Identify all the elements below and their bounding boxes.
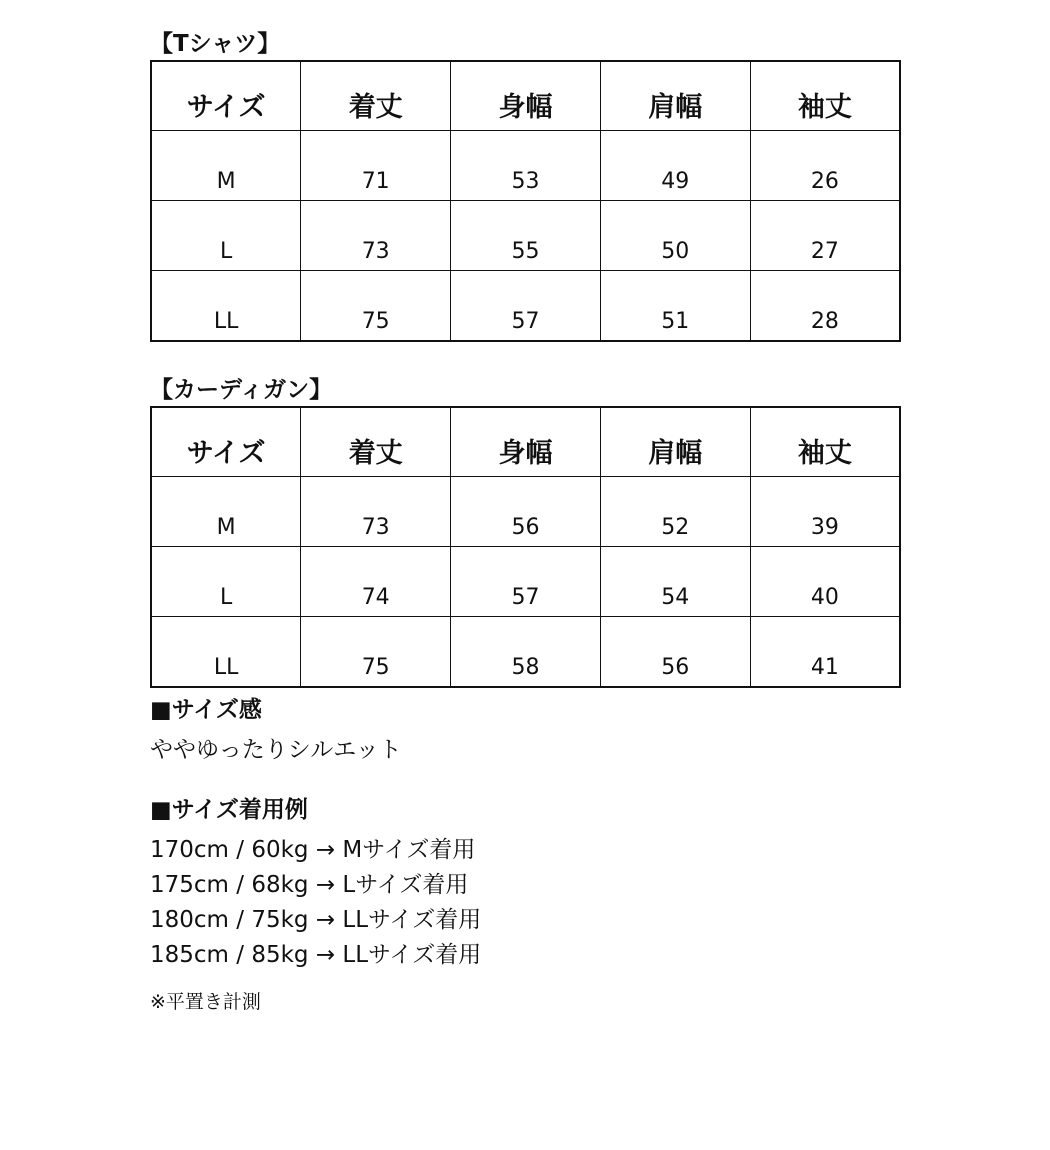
cell-shoulder-width: 51	[600, 271, 750, 342]
header-body-width: 身幅	[451, 407, 601, 477]
header-size: サイズ	[151, 407, 301, 477]
table-header-row	[151, 61, 900, 131]
cell-length: 71	[301, 131, 451, 201]
table-row	[151, 201, 900, 271]
cell-sleeve-length: 41	[750, 617, 900, 688]
cell-shoulder-width: 54	[600, 547, 750, 617]
cell-sleeve-length: 39	[750, 477, 900, 547]
cell-length: 73	[301, 477, 451, 547]
cell-body-width: 55	[451, 201, 601, 271]
cell-shoulder-width: 49	[600, 131, 750, 201]
cell-shoulder-width: 52	[600, 477, 750, 547]
measurement-note: ※平置き計測	[150, 991, 261, 1013]
header-sleeve-length: 袖丈	[750, 61, 900, 131]
table-row	[151, 477, 900, 547]
tshirt-size-table	[150, 60, 901, 342]
table-header-row	[151, 407, 900, 477]
fit-heading: ■サイズ感	[150, 697, 262, 723]
cell-length: 74	[301, 547, 451, 617]
cardigan-title: 【カーディガン】	[150, 377, 333, 403]
header-body-width: 身幅	[451, 61, 601, 131]
tshirt-title: 【Tシャツ】	[150, 31, 281, 57]
cell-body-width: 57	[451, 547, 601, 617]
example-item: 175cm / 68kg → Lサイズ着用	[150, 872, 469, 898]
cell-body-width: 57	[451, 271, 601, 342]
cell-body-width: 56	[451, 477, 601, 547]
cell-sleeve-length: 27	[750, 201, 900, 271]
cell-length: 75	[301, 617, 451, 688]
cell-body-width: 58	[451, 617, 601, 688]
cell-size: L	[151, 201, 301, 271]
header-length: 着丈	[301, 407, 451, 477]
cell-sleeve-length: 40	[750, 547, 900, 617]
header-shoulder-width: 肩幅	[600, 61, 750, 131]
example-item: 185cm / 85kg → LLサイズ着用	[150, 942, 482, 968]
cell-size: M	[151, 131, 301, 201]
example-item: 170cm / 60kg → Mサイズ着用	[150, 837, 476, 863]
table-row	[151, 271, 900, 342]
cell-body-width: 53	[451, 131, 601, 201]
header-size: サイズ	[151, 61, 301, 131]
cell-sleeve-length: 26	[750, 131, 900, 201]
table-row	[151, 547, 900, 617]
header-shoulder-width: 肩幅	[600, 407, 750, 477]
cell-shoulder-width: 50	[600, 201, 750, 271]
examples-heading: ■サイズ着用例	[150, 797, 308, 823]
table-row	[151, 131, 900, 201]
cell-size: LL	[151, 271, 301, 342]
cell-size: L	[151, 547, 301, 617]
header-length: 着丈	[301, 61, 451, 131]
cell-size: LL	[151, 617, 301, 688]
cell-length: 73	[301, 201, 451, 271]
fit-text: ややゆったりシルエット	[150, 737, 402, 763]
cell-sleeve-length: 28	[750, 271, 900, 342]
cell-shoulder-width: 56	[600, 617, 750, 688]
example-item: 180cm / 75kg → LLサイズ着用	[150, 907, 482, 933]
table-row	[151, 617, 900, 688]
cell-length: 75	[301, 271, 451, 342]
cell-size: M	[151, 477, 301, 547]
header-sleeve-length: 袖丈	[750, 407, 900, 477]
cardigan-size-table	[150, 406, 901, 688]
